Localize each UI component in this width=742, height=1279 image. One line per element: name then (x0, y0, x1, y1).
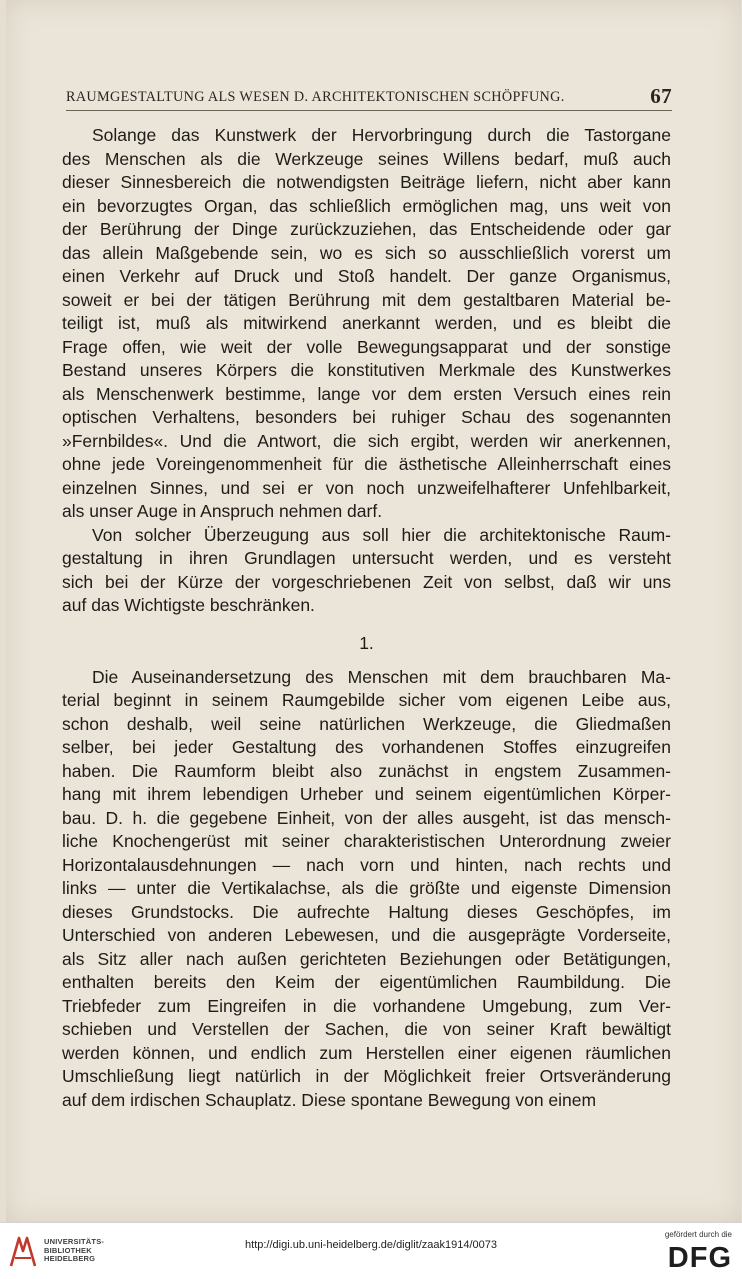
library-name-line: UNIVERSITÄTS- (44, 1237, 105, 1246)
text-line: auf das Wichtigste beschränken. (62, 595, 315, 615)
text-line: hang mit ihrem lebendigen Urheber und seinem eigentümlichen Körper- (62, 784, 671, 804)
text-line: dieser Sinnesbereich die notwendigsten Beiträge liefern, nicht aber kann (62, 172, 671, 192)
library-name-line: HEIDELBERG (44, 1254, 96, 1263)
text-line: ein bevorzugtes Organ, das schließlich ermöglichen mag, uns weit von (62, 195, 671, 216)
text-line: selber, bei jeder Gestaltung des vorhandenen Stoffes einzugreifen (62, 737, 671, 757)
paragraph-2 (62, 524, 671, 618)
text-line: das allein Maßgebende sein, wo es sich so ausschließlich vorerst um (62, 242, 671, 263)
text-line: Umschließung liegt natürlich in der Möglichkeit freier Ortsveränderung (62, 1066, 671, 1086)
text-line: ohne jede Voreingenommenheit für die ästhetische Alleinherrschaft eines (62, 454, 671, 474)
text-line: werden können, und endlich zum Herstellen einer eigenen räumlichen (62, 1042, 671, 1063)
text-line: der Berührung der Dinge zurückzuziehen, das Entscheidende oder gar (62, 219, 671, 239)
running-header (66, 86, 672, 112)
text-line: einzelnen Sinnes, und sei er von noch unzweifelhafterer Unfehlbarkeit, (62, 477, 671, 498)
running-title: RAUMGESTALTUNG ALS WESEN D. ARCHITEKTONISCHEN SCHÖPFUNG. (66, 89, 565, 105)
text-line: Von solcher Überzeugung aus soll hier die architektonische Raum- (92, 524, 671, 545)
text-line: Frage offen, wie weit der volle Bewegungsapparat und der sonstige (62, 336, 671, 357)
section-number: 1. (359, 632, 374, 653)
text-line: »Fernbildes«. Und die Antwort, die sich ergibt, werden wir anerkennen, (62, 430, 671, 451)
text-line: einen Verkehr auf Druck und Stoß handelt. Der ganze Organismus, (62, 266, 671, 286)
funded-by-text: gefördert durch die (664, 1230, 732, 1239)
text-line: Solange das Kunstwerk der Hervorbringung durch die Tastorgane (92, 125, 671, 145)
text-line: links — unter die Vertikalachse, als die größte und eigenste Dimension (62, 878, 671, 898)
page-number: 67 (650, 84, 672, 108)
text-line: auf dem irdischen Schauplatz. Diese spontane Bewegung von einem (62, 1089, 597, 1110)
text-line: bau. D. h. die gegebene Einheit, von der alles ausgeht, ist das mensch- (62, 807, 671, 828)
dfg-logo: DFG (667, 1242, 732, 1274)
paragraph-1 (62, 124, 671, 524)
viewer-footer (0, 1222, 742, 1279)
text-line: als unser Auge in Anspruch nehmen darf. (62, 501, 383, 521)
text-line: Unterschied von anderen Lebewesen, und die ausgeprägte Vorderseite, (62, 925, 671, 945)
text-line: haben. Die Raumform bleibt also zunächst in engstem Zusammen- (62, 760, 671, 781)
text-line: als Sitz aller nach außen gerichteten Beziehungen oder Betätigungen, (62, 948, 671, 969)
permalink-url[interactable]: http://digi.ub.uni-heidelberg.de/diglit/zaak1914/0073 (245, 1239, 497, 1251)
text-line: gestaltung in ihren Grundlagen untersucht werden, und es versteht (62, 548, 671, 568)
header-rule (66, 110, 672, 111)
text-line: Bestand unseres Körpers die konstitutiven Merkmale des Kunstwerkes (62, 360, 671, 380)
paragraph-3 (62, 666, 671, 1113)
text-line: terial beginnt in seinem Raumgebilde sicher vom eigenen Leibe aus, (62, 690, 671, 710)
page-body (62, 124, 671, 1112)
text-line: enthalten bereits den Keim der eigentümlichen Raumbildung. Die (62, 972, 671, 992)
text-line: soweit er bei der tätigen Berührung mit dem gestaltbaren Material be- (62, 289, 671, 310)
text-line: sich bei der Kürze der vorgeschriebenen Zeit von selbst, daß wir uns (62, 571, 671, 592)
text-line: teiligt ist, muß als mitwirkend anerkannt werden, und es bleibt die (62, 313, 671, 333)
text-line: optischen Verhaltens, besonders bei ruhiger Schau des sogenannten (62, 407, 671, 427)
text-line: des Menschen als die Werkzeuge seines Willens bedarf, muß auch (62, 148, 671, 169)
text-line: als Menschenwerk bestimme, lange vor dem ersten Versuch eines rein (62, 383, 671, 404)
text-line: schieben und Verstellen der Sachen, die von seiner Kraft bewältigt (62, 1019, 671, 1039)
text-line: schon deshalb, weil seine natürlichen Werkzeuge, die Gliedmaßen (62, 713, 671, 734)
text-line: liche Knochengerüst mit seiner charakteristischen Unterordnung zweier (62, 831, 671, 851)
library-name-line: BIBLIOTHEK (44, 1245, 92, 1255)
text-line: dieses Grundstocks. Die aufrechte Haltung dieses Geschöpfes, im (62, 901, 671, 922)
text-line: Die Auseinandersetzung des Menschen mit dem brauchbaren Ma- (92, 666, 671, 687)
text-line: Horizontalausdehnungen — nach vorn und hinten, nach rechts und (62, 854, 671, 875)
text-line: Triebfeder zum Eingreifen in die vorhandene Umgebung, zum Ver- (62, 995, 671, 1016)
